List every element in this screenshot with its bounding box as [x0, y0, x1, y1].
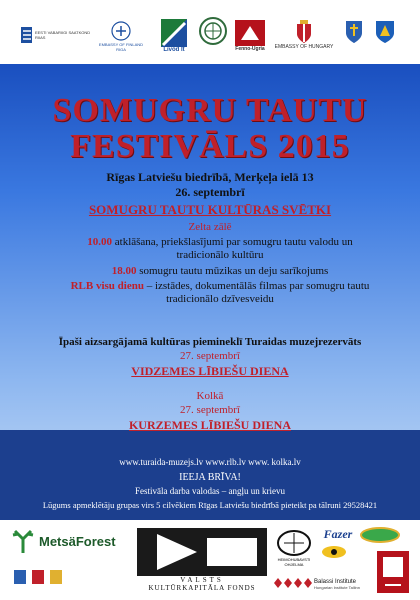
- embassy-estonia-logo: [20, 24, 92, 46]
- hall-zelta-zale: Zelta zālē: [188, 221, 232, 233]
- program-time-1: 10.00: [87, 236, 112, 248]
- red-badge-icon: [377, 551, 409, 593]
- eye-icon: [321, 545, 347, 559]
- bottom-sponsor-strip: [0, 520, 420, 600]
- turaida-place: Īpaši aizsargājamā kultūras piemineklī Turaidas muzejrezervāts: [58, 336, 362, 348]
- eye-logo: [320, 544, 348, 560]
- group-booking-note: Lūgums apmeklētāju grupas virs 5 cilvēkiem Rīgas Latviešu biedrībā pieteikt pa tālruni 29528421: [42, 500, 378, 510]
- moose-antler-icon: [10, 527, 36, 555]
- metsaforest-text: MetsäForest: [39, 533, 116, 549]
- crest-small-icon: [14, 570, 26, 584]
- ornament-seal-icon: [199, 17, 227, 45]
- festival-title-line1: SOMUGRU TAUTU: [52, 92, 368, 129]
- event-kurzemes: KURZEMES LĪBIEŠU DIENA: [128, 418, 292, 432]
- program-item-2: [60, 265, 380, 278]
- crest-small-icon: [32, 570, 44, 584]
- program-time-2: 18.00: [111, 265, 137, 277]
- event-vidzemes: VIDZEMES LĪBIEŠU DIENA: [131, 364, 289, 378]
- heimo-emblem-icon: [276, 529, 312, 557]
- kkf-logo: [136, 524, 268, 596]
- balassi-sub-text: Hungarian Institute Tallinn: [314, 584, 360, 590]
- latvian-ministry-crests: [14, 560, 132, 594]
- dairy-logo: [358, 526, 402, 544]
- crest-small-icon: [50, 570, 62, 584]
- embassy-hungary-text: EMBASSY OF HUNGARY: [274, 44, 334, 50]
- date-27-sept-b: 27. septembrī: [180, 404, 240, 416]
- municipal-crest-2: [374, 18, 396, 46]
- fenno-ugria-logo: [232, 14, 268, 58]
- pattern-logo: [272, 574, 312, 592]
- date-27-sept-a: 27. septembrī: [180, 350, 240, 362]
- festival-title-line2: FESTIVĀLS 2015: [70, 128, 350, 165]
- balassi-logo: [314, 574, 376, 594]
- embassy-estonia-text: EESTI VABARIIGI SAATKOND RIIAS: [34, 30, 91, 40]
- shield-yellow-icon: [375, 20, 395, 44]
- fazer-logo: [318, 526, 358, 542]
- kkf-fonds-text: KULTŪRKAPITĀLA FONDS: [148, 584, 256, 592]
- dairy-oval-icon: [360, 527, 400, 543]
- fazer-text: Fazer: [323, 526, 353, 541]
- red-pattern-icon: [272, 575, 312, 591]
- livod-it-text: Līvõd Īt: [163, 47, 185, 53]
- kkf-valsts-text: VALSTS: [180, 576, 224, 584]
- program-text-2: somugru tautu mūzikas un deju sarīkojums: [139, 265, 329, 277]
- website-links[interactable]: www.turaida-muzejs.lv www.rlb.lv www. kolka.lv: [119, 457, 301, 467]
- livod-flag-icon: [161, 19, 187, 47]
- venue: Rīgas Latviešu biedrībā, Merķeļa ielā 13: [106, 170, 314, 184]
- kkf-emblem-icon: [137, 528, 267, 576]
- municipal-crest-1: [344, 18, 364, 46]
- heimo-logo: [272, 524, 316, 572]
- finland-crest-icon: [110, 20, 132, 42]
- date-26-sept: 26. septembrī: [175, 185, 245, 199]
- languages-note: Festivāla darba valodas – angļu un krievu: [135, 486, 285, 496]
- livod-it-logo: [156, 14, 192, 58]
- balassi-text: Balassi Institute: [314, 578, 357, 585]
- fenno-ugria-icon: [235, 20, 265, 46]
- hungary-crest-icon: [295, 20, 313, 44]
- heimo-text: HEIMOHUBAVSTI OHJELMA: [277, 557, 311, 567]
- program-item-3: [60, 280, 380, 306]
- estonia-crest-icon: [20, 26, 32, 44]
- kolka-place: Kolkā: [196, 390, 224, 402]
- program-item-1: [60, 236, 380, 262]
- event-kultura-svetki: SOMUGRU TAUTU KULTŪRAS SVĒTKI: [88, 202, 332, 217]
- embassy-hungary-logo: [272, 12, 336, 58]
- embassy-finland-text: EMBASSY OF FINLAND RIGA: [98, 42, 144, 52]
- program-time-3: RLB visu dienu: [70, 280, 144, 292]
- free-entry: IEEJA BRĪVA!: [179, 472, 241, 483]
- embassy-finland-logo: [98, 14, 144, 58]
- program-text-3: – izstādes, dokumentālās filmas par somugru tautu tradicionālo dzīvesveidu: [146, 280, 370, 305]
- red-badge-logo: [376, 550, 410, 594]
- ornament-seal-logo: [198, 16, 228, 46]
- metsaforest-logo: [10, 524, 134, 558]
- program-text-1: atklāšana, priekšlasījumi par somugru tautu valodu un tradicionālo kultūru: [114, 236, 353, 261]
- fenno-ugria-text: Fenno-Ugria: [235, 46, 265, 52]
- top-sponsor-strip: [0, 0, 420, 64]
- shield-blue-icon: [345, 20, 363, 44]
